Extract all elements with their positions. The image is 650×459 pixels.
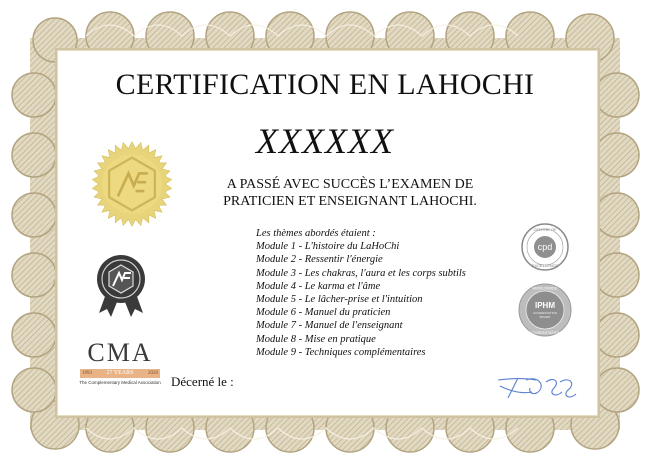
cma-year-end: 2020 [148,371,158,376]
svg-text:IPHM: IPHM [535,301,555,310]
module-item: Module 1 - L'histoire du LaHoChi [256,241,400,253]
module-item: Module 3 - Les chakras, l'aura et les corps subtils [256,267,466,279]
gold-seal-icon [88,140,176,228]
cma-org-name: The Complementary Medical Association [79,380,161,385]
achievement-line-1: A PASSÉ AVEC SUCCÈS L’EXAMEN DE [226,177,474,192]
cma-year-start: 1993 [82,371,92,376]
cma-logo [74,338,166,393]
module-item: Module 6 - Manuel du praticien [256,307,391,319]
module-item: Module 4 - Le karma et l'âme [256,280,381,292]
module-item: Module 8 - Mise en pratique [256,333,376,345]
topics-heading: Les thèmes abordés étaient : [256,228,376,239]
topics-list [256,227,466,359]
svg-text:BOARD: BOARD [539,315,551,319]
module-item: Module 2 - Ressentir l'énergie [256,254,383,266]
recipient-name: XXXXXX [256,121,394,161]
cma-letters: CMA [87,338,153,367]
signature [496,372,580,402]
cma-years-band [80,369,160,378]
module-item: Module 5 - Le lâcher-prise et l'intuition [256,294,423,306]
svg-text:ACCREDITATION: ACCREDITATION [532,311,558,315]
cma-years: 27 YEARS [106,370,134,376]
rosette-icon [93,253,149,319]
svg-text:ACCREDITATION: ACCREDITATION [528,330,562,335]
awarded-date-label: Décerné le : [171,374,234,389]
module-item: Module 9 - Techniques complémentaires [256,346,426,358]
certificate-title: CERTIFICATION EN LAHOCHI [115,68,535,101]
svg-text:WORLDWIDE: WORLDWIDE [532,285,558,291]
cpd-badge-icon [520,222,570,272]
svg-text:EXCELLENCE: EXCELLENCE [531,263,559,268]
achievement-line-2: PRATICIEN ET ENSEIGNANT LAHOCHI. [223,194,477,209]
achievement-statement [200,176,500,210]
cpd-center-text: cpd [537,242,553,252]
module-item: Module 7 - Manuel de l'enseignant [256,320,403,332]
iphm-badge-icon [517,282,573,338]
svg-text:CENTRE OF: CENTRE OF [533,227,557,232]
